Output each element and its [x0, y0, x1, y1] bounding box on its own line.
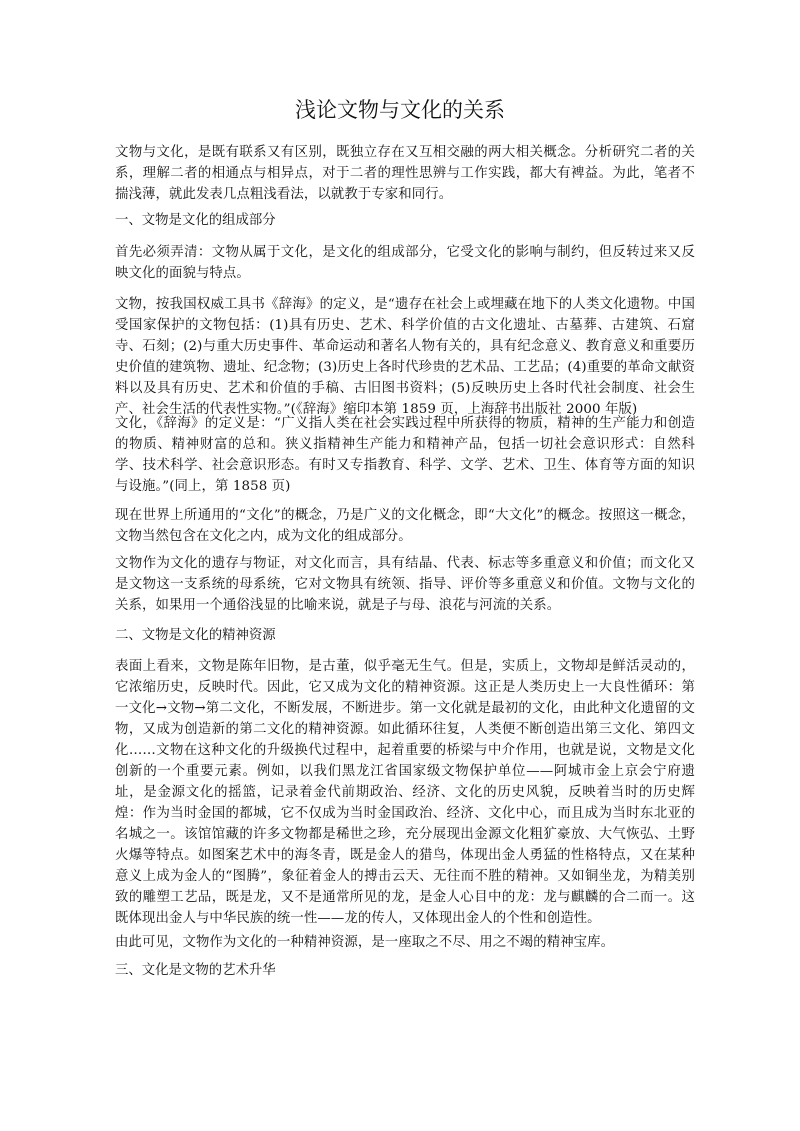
section-1-paragraph-2: 文物，按我国权威工具书《辞海》的定义，是“遗存在社会上或埋藏在地下的人类文化遗物。中国受国家保护的文物包括：(1)具有历史、艺术、科学价值的古文化遗址、古墓葬、古建筑、石窟寺、石刻；(2)与重大历史事件、革命运动和著名人物有关的，具有纪念意义、教育意义和重要历史价值的建筑物、遗址、纪念物；(3)历史上各时代珍贵的艺术品、工艺品；(4)重要的革命文献资料以及具有历史、艺术和价值的手稿、古旧图书资料；(5)反映历史上各时代社会制度、社会生产、社会生活的代表性实物。”(《辞海》缩印本第 1859 页，上海辞书出版社 2000 年版)	[115, 297, 695, 417]
section-1-paragraph-4: 现在世界上所通用的“文化”的概念，乃是广义的文化概念，即“大文化”的概念。按照这一概念，文物当然包含在文化之内，成为文化的组成部分。	[115, 508, 695, 544]
section-2-heading: 二、文物是文化的精神资源	[115, 628, 276, 643]
intro-paragraph: 文物与文化，是既有联系又有区别，既独立存在又互相交融的两大相关概念。分析研究二者的关系，理解二者的相通点与相异点，对于二者的理性思辨与工作实践，都大有裨益。为此，笔者不揣浅薄，就此发表几点粗浅看法，以就教于专家和同行。	[115, 145, 695, 202]
section-1-paragraph-5: 文物作为文化的遗存与物证，对文化而言，具有结晶、代表、标志等多重意义和价值；而文化又是文物这一支系统的母系统，它对文物具有统领、指导、评价等多重意义和价值。文物与文化的关系，如果用一个通俗浅显的比喻来说，就是子与母、浪花与河流的关系。	[115, 556, 695, 613]
section-2-paragraph-2: 由此可见，文物作为文化的一种精神资源，是一座取之不尽、用之不竭的精神宝库。	[115, 935, 615, 950]
document-title: 浅论文物与文化的关系	[295, 98, 505, 122]
section-3-heading: 三、文化是文物的艺术升华	[115, 963, 276, 978]
section-1-paragraph-3: 文化，《辞海》的定义是：“广义指人类在社会实践过程中所获得的物质，精神的生产能力和创造的物质、精神财富的总和。狭义指精神生产能力和精神产品，包括一切社会意识形式：自然科学、技术科学、社会意识形态。有时又专指教育、科学、文学、艺术、卫生、体育等方面的知识与设施。”(同上，第 1858 页)	[115, 416, 695, 494]
section-1-paragraph-1: 首先必须弄清：文物从属于文化，是文化的组成部分，它受文化的影响与制约，但反转过来又反映文化的面貌与特点。	[115, 245, 695, 281]
section-2-paragraph-1: 表面上看来，文物是陈年旧物，是古董，似乎毫无生气。但是，实质上，文物却是鲜活灵动的，它浓缩历史，反映时代。因此，它又成为文化的精神资源。这正是人类历史上一大良性循环：第一文化→文物→第二文化，不断发展，不断进步。第一文化就是最初的文化，由此种文化遗留的文物，又成为创造新的第二文化的精神资源。如此循环往复，人类便不断创造出第三文化、第四文化……文物在这种文化的升级换代过程中，起着重要的桥梁与中介作用，也就是说，文物是文化创新的一个重要元素。例如，以我们黑龙江省国家级文物保护单位——阿城市金上京会宁府遗址，是金源文化的摇篮，记录着金代前期政治、经济、文化的历史风貌，反映着当时的历史辉煌：作为当时金国的都城，它不仅成为当时金国政治、经济、文化中心，而且成为当时东北亚的名城之一。该馆馆藏的许多文物都是稀世之珍，充分展现出金源文化粗犷豪放、大气恢弘、土野火爆等特点。如图案艺术中的海冬青，既是金人的猎鸟，体现出金人勇猛的性格特点，又在某种意义上成为金人的“图腾”，象征着金人的搏击云天、无往而不胜的精神。又如铜坐龙，为精美别致的雕塑工艺品，既是龙，又不是通常所见的龙，是金人心目中的龙：龙与麒麟的合二而一。这既体现出金人与中华民族的统一性——龙的传人，又体现出金人的个性和创造性。	[115, 659, 695, 926]
section-1-heading: 一、文物是文化的组成部分	[115, 213, 276, 228]
